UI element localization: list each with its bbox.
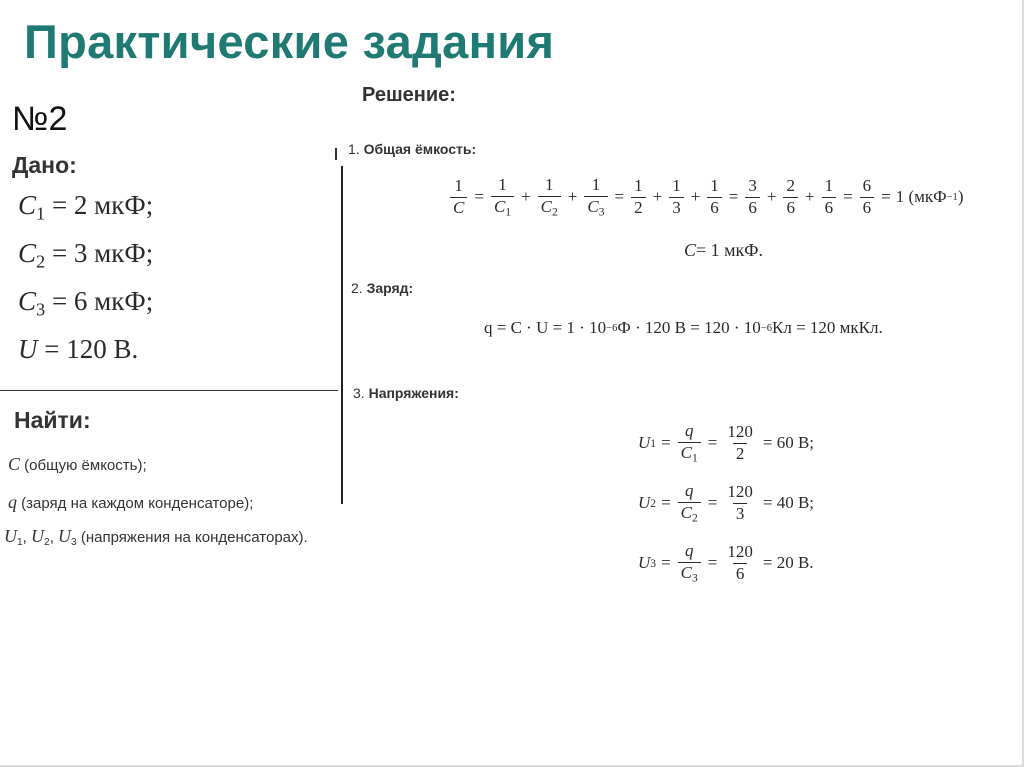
fraction: $\frac{1}{3}$ <box>669 177 684 217</box>
find-comma: , <box>49 529 54 546</box>
fraction: $\frac{120}{3}$ <box>727 482 753 523</box>
fraction: $\frac{1}{6}$ <box>822 177 837 217</box>
step-number: 2. <box>351 280 363 296</box>
step-title: Заряд: <box>366 280 414 296</box>
find-symbol: U <box>58 526 72 546</box>
find-symbol: C <box>8 454 21 474</box>
solution-heading: Решение: <box>362 84 456 106</box>
step-1-label <box>348 141 476 157</box>
find-subscript: 3 <box>71 537 77 549</box>
fraction: $\frac{1}{C_1}$ <box>491 176 514 219</box>
fraction: $\frac{1}{C_2}$ <box>538 176 561 219</box>
divider-vertical <box>341 166 343 504</box>
fraction: $\frac{2}{6}$ <box>783 177 798 217</box>
fraction: $\frac{3}{6}$ <box>745 177 760 217</box>
find-text: (общую ёмкость); <box>20 457 147 474</box>
fraction: $\frac{6}{6}$ <box>860 177 875 217</box>
find-item <box>8 454 147 475</box>
capacitance-equation: $\frac{1}{C}$ = $\frac{1}{C_1}$ + $\frac{1}{C_2}$ + $\frac{1}{C_3}$ = $\frac{1}{2}$ + $\frac{1}{3}$ + $\frac{1}{6}$ = $\frac{3}{6}$ + $\frac{2}{6}$ + $\frac{1}{6}$ = $\frac{6}{6}$ = 1 (мкФ −1 ) <box>448 176 964 219</box>
given-item <box>18 286 153 321</box>
fraction: $\frac{q}{C_1}$ <box>678 422 701 465</box>
fraction: $\frac{1}{C_3}$ <box>584 176 607 219</box>
find-comma: , <box>22 529 27 546</box>
given-symbol: C <box>18 238 37 268</box>
given-value: = 3 мкФ; <box>45 238 154 268</box>
given-item <box>18 238 153 273</box>
given-value: = 6 мкФ; <box>45 286 154 316</box>
find-text: (напряжения на конденсаторах). <box>76 529 308 546</box>
given-symbol: C <box>18 190 37 220</box>
fraction: $\frac{1}{2}$ <box>631 177 646 217</box>
voltage-equation-1: U 1 = $\frac{q}{C_1}$ = $\frac{120}{2}$ = 60 В; <box>638 421 815 465</box>
step-number: 1. <box>348 141 360 157</box>
given-symbol: U <box>18 334 38 364</box>
voltage-equation-2: U 2 = $\frac{q}{C_2}$ = $\frac{120}{3}$ = 40 В; <box>638 481 815 525</box>
given-value: = 120 В. <box>37 334 139 364</box>
find-text: (заряд на каждом конденсаторе); <box>17 495 254 512</box>
find-symbol: q <box>8 492 17 512</box>
given-subscript: 2 <box>36 251 46 272</box>
given-heading: Дано: <box>12 152 77 178</box>
fraction: $\frac{1}{C}$ <box>450 177 467 217</box>
find-subscript: 1 <box>17 537 23 549</box>
fraction: $\frac{q}{C_2}$ <box>678 482 701 525</box>
given-symbol: C <box>18 286 37 316</box>
find-item <box>4 526 308 548</box>
divider-horizontal <box>0 390 338 391</box>
step-title: Общая ёмкость: <box>363 141 477 157</box>
fraction: $\frac{q}{C_3}$ <box>678 542 701 585</box>
divider-tick <box>335 148 337 160</box>
find-heading: Найти: <box>14 407 91 433</box>
step-title: Напряжения: <box>368 385 459 401</box>
given-item <box>18 334 138 365</box>
given-value: = 2 мкФ; <box>45 190 154 220</box>
fraction: $\frac{1}{6}$ <box>707 177 722 217</box>
find-symbol: U <box>31 526 45 546</box>
charge-equation: q = C · U = 1 · 10 −6 Ф · 120 В = 120 · 10 −6 Кл = 120 мкКл. <box>484 318 883 337</box>
voltage-equation-3: U 3 = $\frac{q}{C_3}$ = $\frac{120}{6}$ = 20 В. <box>638 541 814 585</box>
step-3-label <box>353 385 459 401</box>
find-item <box>8 492 253 513</box>
step-number: 3. <box>353 385 365 401</box>
fraction: $\frac{120}{2}$ <box>727 422 753 463</box>
given-item <box>18 190 153 225</box>
fraction: $\frac{120}{6}$ <box>727 542 753 583</box>
given-subscript: 3 <box>36 299 46 320</box>
find-symbol: U <box>4 526 17 546</box>
slide-title: Практические задания <box>24 15 555 68</box>
given-subscript: 1 <box>36 203 46 224</box>
problem-number: №2 <box>12 100 68 138</box>
step-2-label <box>351 280 413 296</box>
capacitance-result: C = 1 мкФ. <box>684 240 764 260</box>
find-subscript: 2 <box>44 537 50 549</box>
